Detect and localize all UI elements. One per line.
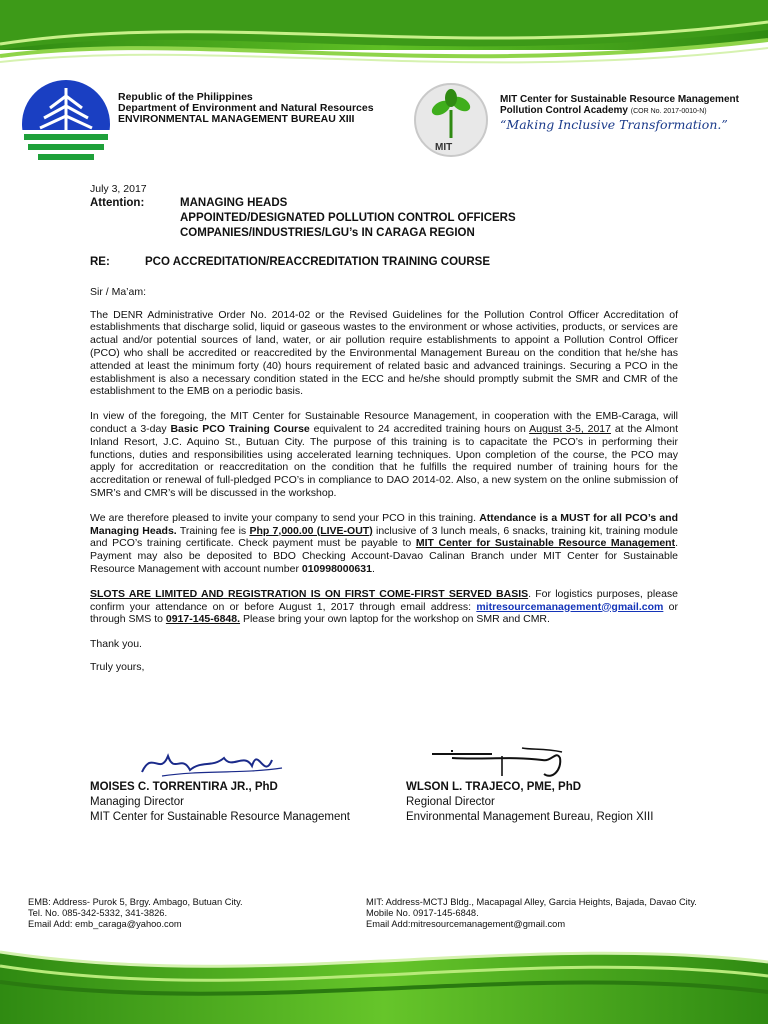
p4-text: Please bring your own laptop for the workshop on SMR and CMR. — [240, 613, 550, 626]
mit-line1: MIT Center for Sustainable Resource Management — [500, 94, 739, 105]
top-green-banner — [0, 0, 768, 80]
p2-text: at the Almont Inland Resort, J.C. Aquino St., Butuan City. The purpose of this training is to capacitate the PCO’s in performing their functions, duties and responsibilities using accelerated learning techniques. Upon completion of the course, the PCO may apply for accreditation or reaccreditation on the condition that he fulfills the required number of training hours for the accreditation or renewal of full-pledged PCO’s in compliance to DAO 2014-02. Also, a new system on the online submission of SMR’s and CMR’s will be discussed in the workshop. — [90, 422, 678, 499]
closing-truly-yours: Truly yours, — [90, 660, 145, 673]
paragraph-3 — [90, 512, 678, 576]
salutation: Sir / Ma’am: — [90, 285, 147, 298]
mit-logo-text: MIT — [435, 142, 453, 153]
p2-text: In view of the foregoing, the MIT Center for Sustainable Resource Management, in cooperation with the EMB-Caraga, will conduct a 3-day — [90, 410, 678, 435]
signatory-name: MOISES C. TORRENTIRA JR., PhD — [90, 781, 278, 793]
attention-line: MANAGING HEADS — [180, 196, 288, 209]
subject-block — [90, 255, 678, 270]
footer-line: EMB: Address- Purok 5, Brgy. Ambago, Butuan City. — [28, 897, 243, 907]
mit-cor: (COR No. 2017-0010-N) — [630, 108, 707, 115]
closing-thanks: Thank you. — [90, 638, 142, 651]
p3-text: . Payment may also be deposited to BDO Checking Account-Davao Calinan Branch under MIT Center for Sustainable Resource Management with account number — [90, 537, 678, 575]
signature-torrentira — [132, 740, 432, 785]
paragraph-4 — [90, 588, 678, 626]
mit-line2: Pollution Control Academy — [500, 105, 628, 116]
paragraph-1: The DENR Administrative Order No. 2014-02 or the Revised Guidelines for the Pollution Control Officer Accreditation of establishments that discharge solid, liquid or gaseous wastes to the environment or whose activities, products, or services are actual and/or potential sources of land, water, or air pollution require establishments to appoint a Pollution Control Officer (PCO) who shall be accredited or reaccredited by the Environmental Management Bureau on the condition that he/she has attended at least the minimum forty (40) hours requirement of related basic and advanced trainings. Securing a PCO in the establishment is also a necessary condition stated in the ECC and he/she should promptly submit the SMR and CMR of the establishment to the EMB on a periodic basis. — [90, 308, 678, 398]
denr-line3: ENVIRONMENTAL MANAGEMENT BUREAU XIII — [118, 113, 355, 125]
attention-block — [90, 196, 678, 241]
footer-emb-contact — [28, 897, 243, 930]
denr-agency-name — [118, 92, 374, 125]
subject-text: PCO ACCREDITATION/REACCREDITATION TRAINING COURSE — [145, 255, 490, 268]
email-link[interactable]: mitresourcemanagement@gmail.com — [476, 600, 664, 613]
denr-line1: Republic of the Philippines — [118, 91, 253, 103]
p3-text: . — [371, 562, 375, 575]
p2-text: equivalent to 24 accredited training hours on — [309, 422, 530, 435]
p3-text: Training fee is — [176, 524, 250, 537]
p4-text: . For logistics purposes, please confirm your attendance on or before August 1, 2017 through email address: — [90, 587, 678, 613]
account-number: 010998000631 — [301, 562, 372, 575]
footer-line: Mobile No. 0917-145-6848. — [366, 908, 479, 918]
mit-tagline: “Making Inclusive Transformation.” — [500, 117, 728, 132]
sms-number: 0917-145-6848. — [165, 613, 241, 626]
signatory-2 — [406, 780, 653, 825]
signatory-title: Managing Director — [90, 796, 184, 808]
mit-org-name — [500, 94, 739, 130]
attention-line: COMPANIES/INDUSTRIES/LGU’s IN CARAGA REGION — [180, 226, 475, 239]
training-fee: Php 7,000.00 (LIVE-OUT) — [249, 524, 373, 537]
p4-text: or through SMS to — [90, 600, 678, 626]
paragraph-2 — [90, 410, 678, 500]
signatory-name: WLSON L. TRAJECO, PME, PhD — [406, 781, 582, 793]
letter-date: July 3, 2017 — [90, 183, 147, 195]
letter-body — [90, 183, 678, 674]
denr-logo — [20, 78, 112, 170]
footer-line: MIT: Address-MCTJ Bldg., Macapagal Alley, Garcia Heights, Bajada, Davao City. — [366, 897, 697, 907]
attention-label: Attention: — [90, 196, 145, 209]
footer-mit-contact — [366, 897, 697, 930]
re-label: RE: — [90, 255, 110, 268]
attention-line: APPOINTED/DESIGNATED POLLUTION CONTROL OFFICERS — [180, 211, 516, 224]
signature-trajeco — [432, 740, 732, 785]
signatory-org: MIT Center for Sustainable Resource Management — [90, 811, 350, 823]
p3-text: We are therefore pleased to invite your company to send your PCO in this training. — [90, 511, 480, 524]
signatory-title: Regional Director — [406, 796, 495, 808]
course-name: Basic PCO Training Course — [170, 422, 310, 435]
attendance-note: Attendance is a MUST for all PCO’s and Managing Heads. — [90, 511, 678, 537]
footer-line: Tel. No. 085-342-5332, 341-3826. — [28, 908, 168, 918]
bottom-green-banner — [0, 932, 768, 1024]
footer-line: Email Add: emb_caraga@yahoo.com — [28, 919, 182, 929]
payee-name: MIT Center for Sustainable Resource Management — [415, 537, 676, 550]
p3-text: inclusive of 3 lunch meals, 6 snacks, training kit, training module and PCO’s training certificate. Check payment must be payable to — [90, 524, 678, 550]
denr-line2: Department of Environment and Natural Resources — [118, 102, 374, 114]
signatory-org: Environmental Management Bureau, Region XIII — [406, 811, 654, 823]
footer-line: Email Add:mitresourcemanagement@gmail.com — [366, 919, 566, 929]
slots-notice: SLOTS ARE LIMITED AND REGISTRATION IS ON FIRST COME-FIRST SERVED BASIS — [90, 587, 529, 600]
mit-logo — [405, 80, 497, 160]
signatory-1 — [90, 780, 350, 825]
training-dates: August 3-5, 2017 — [529, 422, 611, 435]
